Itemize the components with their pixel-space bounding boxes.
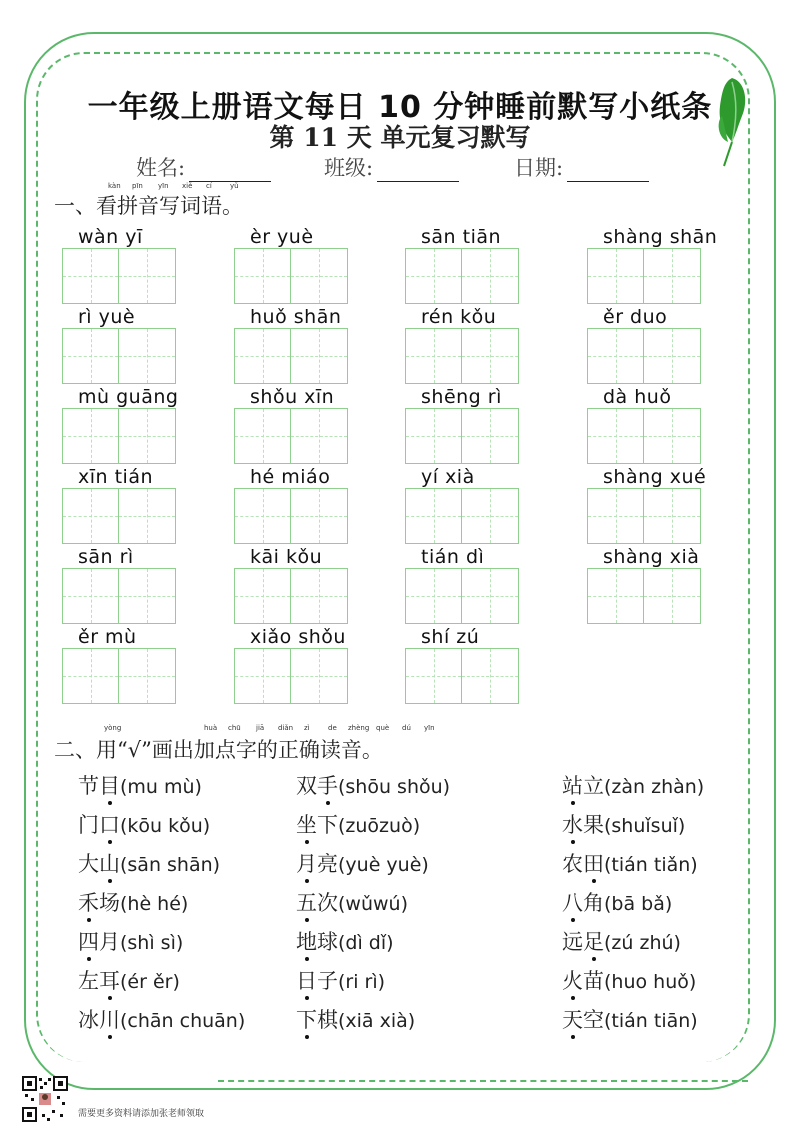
tian-zi-cell[interactable] — [462, 648, 519, 704]
name-field[interactable] — [136, 152, 271, 182]
writing-box-pair[interactable] — [62, 248, 176, 304]
section2-hint-syllable: zì — [304, 724, 310, 732]
pronunciation-choice[interactable] — [78, 926, 183, 956]
writing-box-pair[interactable] — [405, 488, 519, 544]
pronunciation-choice[interactable] — [296, 809, 420, 839]
tian-zi-cell[interactable] — [405, 328, 462, 384]
writing-box-pair[interactable] — [405, 408, 519, 464]
pinyin-options[interactable]: (hè hé) — [120, 893, 189, 915]
writing-box-pair[interactable] — [62, 568, 176, 624]
tian-zi-cell[interactable] — [405, 488, 462, 544]
dotted-char: 火 — [562, 965, 583, 995]
tian-zi-cell[interactable] — [234, 568, 291, 624]
word-char: 场 — [99, 891, 120, 915]
name-label: 姓名: — [136, 156, 186, 180]
writing-box-pair[interactable] — [62, 488, 176, 544]
dotted-char: 五 — [296, 887, 317, 917]
pinyin-options[interactable]: (ér ěr) — [120, 971, 180, 993]
date-blank[interactable] — [567, 159, 649, 182]
word-char: 左 — [78, 969, 99, 993]
dotted-char: 口 — [99, 809, 120, 839]
writing-box-pair[interactable] — [234, 408, 348, 464]
pinyin-prompt: sān tiān — [421, 226, 502, 248]
section2-hint-syllable: jiā — [256, 724, 265, 732]
tian-zi-cell[interactable] — [119, 248, 176, 304]
section1-hint-syllable: cí — [206, 182, 212, 190]
writing-box-pair[interactable] — [405, 328, 519, 384]
tian-zi-cell[interactable] — [462, 328, 519, 384]
tian-zi-cell[interactable] — [119, 568, 176, 624]
tian-zi-cell[interactable] — [62, 648, 119, 704]
dotted-char: 天 — [562, 1004, 583, 1034]
dotted-char: 地 — [296, 926, 317, 956]
word-char: 棋 — [317, 1008, 338, 1032]
tian-zi-cell[interactable] — [291, 488, 348, 544]
pinyin-prompt: shí zú — [421, 626, 480, 648]
pinyin-options[interactable]: (zú zhú) — [604, 932, 681, 954]
pinyin-prompt: wàn yī — [78, 226, 143, 248]
dotted-char: 下 — [296, 1004, 317, 1034]
writing-box-pair[interactable] — [62, 408, 176, 464]
pronunciation-choice[interactable] — [562, 809, 685, 839]
tian-zi-cell[interactable] — [405, 248, 462, 304]
writing-box-pair[interactable] — [587, 248, 701, 304]
section1-hint-syllable: pīn — [132, 182, 143, 190]
tian-zi-cell[interactable] — [234, 408, 291, 464]
pinyin-prompt: sān rì — [78, 546, 134, 568]
pinyin-options[interactable]: (ri rì) — [338, 971, 386, 993]
pinyin-options[interactable]: (dì dǐ) — [338, 932, 394, 954]
word-char: 远 — [562, 930, 583, 954]
pronunciation-choice[interactable] — [78, 965, 180, 995]
word-char: 冰 — [78, 1008, 99, 1032]
word-char: 子 — [317, 969, 338, 993]
writing-box-pair[interactable] — [587, 488, 701, 544]
pinyin-options[interactable]: (shì sì) — [120, 932, 184, 954]
pinyin-options[interactable]: (huo huǒ) — [604, 971, 697, 993]
tian-zi-cell[interactable] — [291, 648, 348, 704]
pinyin-prompt: tián dì — [421, 546, 485, 568]
dotted-char: 坐 — [296, 809, 317, 839]
pinyin-options[interactable]: (sān shān) — [120, 854, 221, 876]
section2-hint-syllable: huà — [204, 724, 218, 732]
tian-zi-cell[interactable] — [405, 568, 462, 624]
dotted-char: 山 — [99, 848, 120, 878]
tian-zi-cell[interactable] — [462, 488, 519, 544]
student-info-row — [0, 152, 800, 186]
pinyin-options[interactable]: (shuǐsuǐ) — [604, 815, 686, 837]
word-char: 次 — [317, 891, 338, 915]
writing-box-pair[interactable] — [405, 568, 519, 624]
section2-hint-syllable: què — [376, 724, 390, 732]
pinyin-prompt: shàng xué — [603, 466, 707, 488]
dotted-char: 禾 — [78, 887, 99, 917]
tian-zi-cell[interactable] — [291, 328, 348, 384]
dotted-char: 日 — [296, 965, 317, 995]
footer-note: 需要更多资料请添加张老师领取 — [78, 1109, 205, 1119]
pinyin-prompt: ěr mù — [78, 626, 137, 648]
pronunciation-choice[interactable] — [78, 848, 220, 878]
writing-box-pair[interactable] — [62, 328, 176, 384]
pinyin-options[interactable]: (mu mù) — [120, 776, 202, 798]
writing-box-pair[interactable] — [234, 328, 348, 384]
tian-zi-cell[interactable] — [587, 488, 644, 544]
class-field[interactable] — [324, 152, 459, 182]
tian-zi-cell[interactable] — [587, 248, 644, 304]
pronunciation-choice[interactable] — [78, 887, 188, 917]
pinyin-prompt: mù guāng — [78, 386, 179, 408]
page-subtitle: 第 11 天 单元复习默写 — [269, 123, 531, 152]
tian-zi-cell[interactable] — [291, 408, 348, 464]
pronunciation-choice[interactable] — [296, 965, 385, 995]
word-char: 苗 — [583, 969, 604, 993]
pronunciation-choice[interactable] — [562, 770, 704, 800]
pronunciation-choice[interactable] — [562, 926, 681, 956]
pronunciation-choice[interactable] — [562, 848, 698, 878]
dotted-char: 四 — [78, 926, 99, 956]
tian-zi-cell[interactable] — [462, 248, 519, 304]
pinyin-prompt: èr yuè — [250, 226, 314, 248]
tian-zi-cell[interactable] — [62, 408, 119, 464]
pinyin-options[interactable]: (zàn zhàn) — [604, 776, 705, 798]
writing-box-pair[interactable] — [405, 648, 519, 704]
dotted-char: 目 — [99, 770, 120, 800]
tian-zi-cell[interactable] — [62, 248, 119, 304]
tian-zi-cell[interactable] — [644, 408, 701, 464]
tian-zi-cell[interactable] — [587, 328, 644, 384]
pinyin-prompt: xiǎo shǒu — [250, 626, 346, 648]
pronunciation-choice[interactable] — [296, 1004, 415, 1034]
pinyin-prompt: ěr duo — [603, 306, 668, 328]
writing-box-pair[interactable] — [62, 648, 176, 704]
pinyin-prompt: kāi kǒu — [250, 546, 323, 568]
date-label: 日期: — [514, 156, 564, 180]
section2-hint-syllable: dú — [402, 724, 411, 732]
page-title: 一年级上册语文每日 10 分钟睡前默写小纸条 — [87, 90, 713, 125]
word-char: 空 — [583, 1008, 604, 1032]
pinyin-options[interactable]: (tián tiǎn) — [604, 854, 698, 876]
pinyin-options[interactable]: (tián tiān) — [604, 1010, 698, 1032]
tian-zi-cell[interactable] — [234, 248, 291, 304]
tian-zi-cell[interactable] — [234, 488, 291, 544]
section1-heading: 一、看拼音写词语。 — [54, 194, 243, 218]
writing-box-pair[interactable] — [234, 648, 348, 704]
pinyin-options[interactable]: (yuè yuè) — [338, 854, 429, 876]
pinyin-prompt: dà huǒ — [603, 386, 672, 408]
pronunciation-choice[interactable] — [296, 848, 429, 878]
dotted-char: 田 — [583, 848, 604, 878]
pinyin-prompt: shàng xià — [603, 546, 700, 568]
writing-box-pair[interactable] — [405, 248, 519, 304]
pinyin-options[interactable]: (chān chuān) — [120, 1010, 246, 1032]
name-blank[interactable] — [189, 159, 271, 182]
section1-hint-syllable: xiě — [182, 182, 193, 190]
pronunciation-choice[interactable] — [562, 1004, 698, 1034]
dotted-char: 水 — [562, 809, 583, 839]
word-char: 双 — [296, 774, 317, 798]
pronunciation-choice[interactable] — [296, 926, 394, 956]
word-char: 月 — [99, 930, 120, 954]
pinyin-prompt: rén kǒu — [421, 306, 497, 328]
pinyin-options[interactable]: (wǔwú) — [338, 893, 408, 915]
section1-hint-syllable: kàn — [108, 182, 121, 190]
pinyin-options[interactable]: (bā bǎ) — [604, 893, 673, 915]
pronunciation-choice[interactable] — [296, 770, 450, 800]
qr-code-icon — [22, 1076, 68, 1122]
class-blank[interactable] — [377, 159, 459, 182]
section2-hint-syllable: yòng — [104, 724, 122, 732]
bottom-dashed-line — [218, 1080, 748, 1082]
word-char: 下 — [317, 813, 338, 837]
tian-zi-cell[interactable] — [119, 328, 176, 384]
writing-box-pair[interactable] — [234, 488, 348, 544]
writing-box-pair[interactable] — [587, 568, 701, 624]
class-label: 班级: — [324, 156, 374, 180]
pinyin-prompt: yí xià — [421, 466, 475, 488]
section2-hint-syllable: chū — [228, 724, 241, 732]
pronunciation-choice[interactable] — [78, 809, 210, 839]
pronunciation-choice[interactable] — [562, 887, 672, 917]
tian-zi-cell[interactable] — [234, 328, 291, 384]
word-char: 农 — [562, 852, 583, 876]
dotted-char: 站 — [562, 770, 583, 800]
word-char: 大 — [78, 852, 99, 876]
word-char: 立 — [583, 774, 604, 798]
tian-zi-cell[interactable] — [644, 568, 701, 624]
section2-hint-syllable: de — [328, 724, 337, 732]
dotted-char: 耳 — [99, 965, 120, 995]
tian-zi-cell[interactable] — [644, 248, 701, 304]
pinyin-prompt: hé miáo — [250, 466, 331, 488]
tian-zi-cell[interactable] — [62, 328, 119, 384]
word-char: 角 — [583, 891, 604, 915]
word-char: 果 — [583, 813, 604, 837]
date-field[interactable] — [514, 152, 649, 182]
writing-box-pair[interactable] — [587, 408, 701, 464]
tian-zi-cell[interactable] — [119, 408, 176, 464]
dotted-char: 八 — [562, 887, 583, 917]
section2-heading: 二、用“√”画出加点字的正确读音。 — [54, 738, 383, 762]
dotted-char: 月 — [296, 848, 317, 878]
pronunciation-choice[interactable] — [296, 887, 408, 917]
word-char: 门 — [78, 813, 99, 837]
section2-hint-syllable: diǎn — [278, 724, 294, 732]
pronunciation-choice[interactable] — [78, 770, 202, 800]
section2-hint-syllable: zhèng — [348, 724, 370, 732]
tian-zi-cell[interactable] — [62, 568, 119, 624]
tian-zi-cell[interactable] — [291, 248, 348, 304]
word-char: 球 — [317, 930, 338, 954]
pinyin-prompt: shēng rì — [421, 386, 502, 408]
writing-box-pair[interactable] — [587, 328, 701, 384]
tian-zi-cell[interactable] — [644, 328, 701, 384]
pinyin-prompt: xīn tián — [78, 466, 154, 488]
pronunciation-choice[interactable] — [562, 965, 696, 995]
tian-zi-cell[interactable] — [234, 648, 291, 704]
writing-box-pair[interactable] — [234, 248, 348, 304]
pinyin-prompt: rì yuè — [78, 306, 136, 328]
tian-zi-cell[interactable] — [587, 568, 644, 624]
tian-zi-cell[interactable] — [119, 648, 176, 704]
word-char: 亮 — [317, 852, 338, 876]
pinyin-prompt: huǒ shān — [250, 306, 342, 328]
pinyin-options[interactable]: (shōu shǒu) — [338, 776, 451, 798]
pinyin-prompt: shǒu xīn — [250, 386, 335, 408]
tian-zi-cell[interactable] — [119, 488, 176, 544]
dotted-char: 川 — [99, 1004, 120, 1034]
tian-zi-cell[interactable] — [405, 408, 462, 464]
writing-box-pair[interactable] — [234, 568, 348, 624]
dotted-char: 手 — [317, 770, 338, 800]
pinyin-options[interactable]: (xiā xià) — [338, 1010, 416, 1032]
section2-hint-syllable: yīn — [424, 724, 435, 732]
pinyin-prompt: shàng shān — [603, 226, 718, 248]
tian-zi-cell[interactable] — [644, 488, 701, 544]
tian-zi-cell[interactable] — [405, 648, 462, 704]
dotted-char: 足 — [583, 926, 604, 956]
tian-zi-cell[interactable] — [291, 568, 348, 624]
tian-zi-cell[interactable] — [587, 408, 644, 464]
tian-zi-cell[interactable] — [462, 568, 519, 624]
section1-hint-syllable: yīn — [158, 182, 169, 190]
section1-hint-syllable: yǔ — [230, 182, 239, 190]
pinyin-options[interactable]: (zuōzuò) — [338, 815, 421, 837]
pronunciation-choice[interactable] — [78, 1004, 245, 1034]
word-char: 节 — [78, 774, 99, 798]
tian-zi-cell[interactable] — [462, 408, 519, 464]
tian-zi-cell[interactable] — [62, 488, 119, 544]
pinyin-options[interactable]: (kōu kǒu) — [120, 815, 211, 837]
